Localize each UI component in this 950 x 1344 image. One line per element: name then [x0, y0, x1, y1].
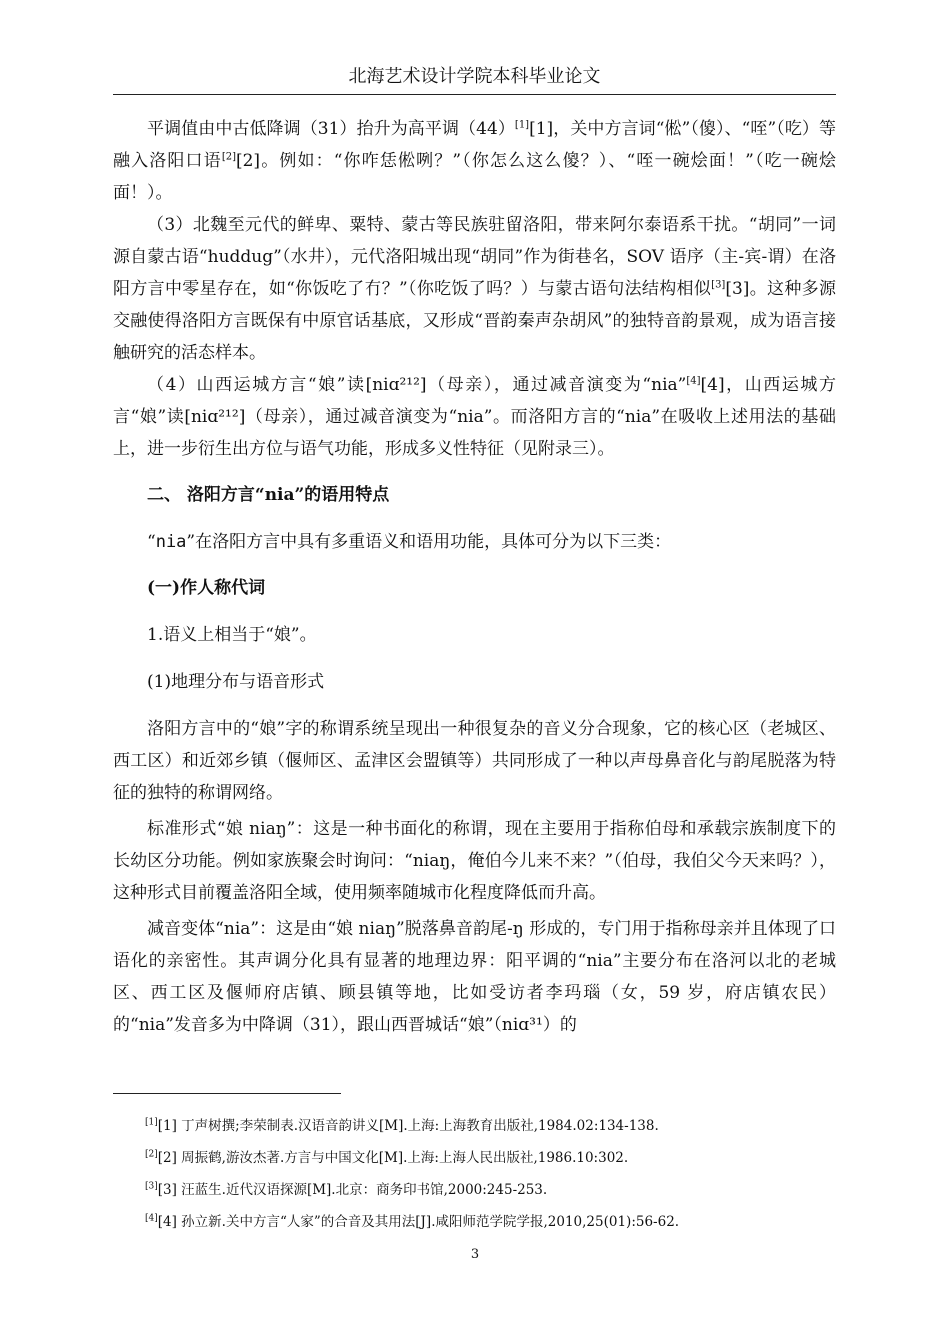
footnote [145, 1142, 845, 1174]
paragraph-text: [1]，关中方言词“倯”（傻）、“咥”（吃）等融入洛阳口语 [113, 119, 837, 171]
citation-mark: [2] [221, 151, 236, 163]
footnote-separator [113, 1093, 341, 1094]
paragraph-text: （3）北魏至元代的鲜卑、粟特、蒙古等民族驻留洛阳，带来阿尔泰语系干扰。“胡同”一词源自蒙古语“huddug”（水井），元代洛阳城出现“胡同”作为街巷名，SOV 语序（主-宾-谓）在洛阳方言中零星存在，如“你饭吃了冇？”（你吃饭了吗？）与蒙古语句法结构相似 [113, 215, 836, 299]
footnote-mark: [1] [145, 1117, 158, 1128]
footnote-mark: [3] [145, 1181, 158, 1192]
footnote [145, 1110, 845, 1142]
paragraph [113, 209, 836, 369]
body-text [113, 113, 836, 1041]
page-header [113, 66, 836, 95]
footnote [145, 1174, 845, 1206]
list-item: 1.语义上相当于“娘”。 [147, 625, 317, 645]
quote-mark: “ [147, 532, 156, 552]
footnote-mark: [4] [145, 1213, 158, 1224]
paragraph: 减音变体“nia”：这是由“娘 niaŋ”脱落鼻音韵尾-ŋ 形成的，专门用于指称母亲并且体现了口语化的亲密性。其声调分化具有显著的地理边界：阳平调的“nia”主要分布在洛河以北的老城区、西工区及偃师府店镇、顾县镇等地，比如受访者李玛瑙（女，59 岁，府店镇农民）的“nia”发音多为中降调（31），跟山西晋城话“娘”（niɑ³¹）的 [113, 919, 836, 1035]
paragraph: 标准形式“娘 niaŋ”：这是一种书面化的称谓，现在主要用于指称伯母和承载宗族制度下的长幼区分功能。例如家族聚会时询问：“niaŋ，俺伯今儿来不来？”（伯母，我伯父今天来吗？），这种形式目前覆盖洛阳全域，使用频率随城市化程度降低而升高。 [113, 819, 836, 903]
section-heading: 二、 洛阳方言“nia”的语用特点 [147, 485, 390, 505]
term-nia: nia [155, 532, 187, 552]
paragraph-text: （4）山西运城方言“娘”读[niɑ²¹²]（母亲），通过减音演变为“nia” [147, 375, 687, 395]
citation-mark: [3] [711, 279, 726, 291]
paragraph [113, 526, 836, 558]
paragraph [113, 369, 836, 465]
paragraph [113, 113, 836, 209]
citation-mark: [4] [686, 375, 701, 387]
paragraph-text: [4]，山西运城方言“娘”读[niɑ²¹²]（母亲），通过减音演变为“nia”。而洛阳方言的“nia”在吸收上述用法的基础上，进一步衍生出方位与语气功能，形成多义性特征（见附录三）。 [113, 375, 837, 459]
footnotes [145, 1110, 845, 1238]
subsection-heading: (一)作人称代词 [147, 578, 266, 598]
paragraph-text: [3]。这种多源交融使得洛阳方言既保有中原官话基底，又形成“晋韵秦声杂胡风”的独特音韵景观，成为语言接触研究的活态样本。 [113, 279, 836, 363]
footnote-text: [2] 周振鹤,游汝杰著.方言与中国文化[M].上海:上海人民出版社,1986.10:302. [157, 1150, 629, 1166]
paragraph-text: 平调值由中古低降调（31）抬升为高平调（44） [147, 119, 515, 139]
paragraph: 洛阳方言中的“娘”字的称谓系统呈现出一种很复杂的音义分合现象，它的核心区（老城区、西工区）和近郊乡镇（偃师区、孟津区会盟镇等）共同形成了一种以声母鼻音化与韵尾脱落为特征的独特的称谓网络。 [113, 719, 836, 803]
footnote-mark: [2] [145, 1149, 158, 1160]
citation-mark: [1] [514, 119, 530, 131]
footnote-text: [4] 孙立新.关中方言“人家”的合音及其用法[J].咸阳师范学院学报,2010,25(01):56-62. [157, 1214, 680, 1230]
footnote-text: [1] 丁声树撰;李荣制表.汉语音韵讲义[M].上海:上海教育出版社,1984.02:134-138. [157, 1118, 659, 1134]
list-item: (1)地理分布与语音形式 [147, 672, 325, 692]
paragraph-text: [2]。例如：“你咋恁倯咧？”（你怎么这么傻？）、“咥一碗烩面！”（吃一碗烩面！）。 [113, 151, 837, 203]
footnote-text: [3] 汪蓝生.近代汉语探源[M].北京：商务印书馆,2000:245-253. [157, 1182, 548, 1198]
paragraph-text: ”在洛阳方言中具有多重语义和语用功能，具体可分为以下三类： [186, 532, 672, 552]
header-title: 北海艺术设计学院本科毕业论文 [348, 66, 601, 87]
page-number: 3 [470, 1247, 480, 1262]
footnote [145, 1206, 845, 1238]
